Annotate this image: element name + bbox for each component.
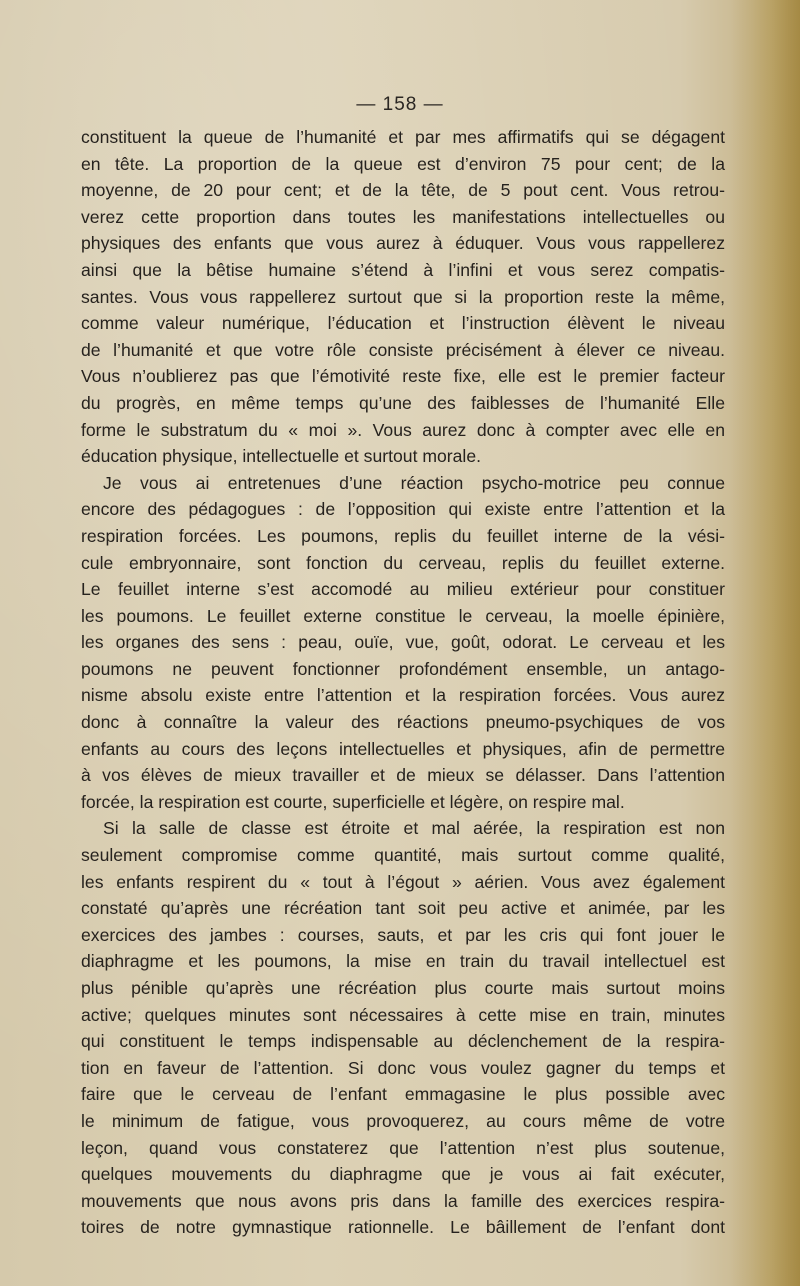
text-line: physiques des enfants que vous aurez à éduquer. Vous vous rappellerez xyxy=(81,233,725,254)
text-line: enfants au cours des leçons intellectuelles et physiques, afin de permettre xyxy=(81,738,725,759)
text-line: en tête. La proportion de la queue est d’environ 75 pour cent; de la xyxy=(81,153,725,174)
text-line: respiration forcées. Les poumons, replis du feuillet interne de la vési- xyxy=(81,525,725,546)
text-line: nisme absolu existe entre l’attention et la respiration forcées. Vous aurez xyxy=(81,685,725,706)
text-line: les organes des sens : peau, ouïe, vue, goût, odorat. Le cerveau et les xyxy=(81,632,725,653)
text-line: plus pénible qu’après une récréation plus courte mais surtout moins xyxy=(81,978,725,998)
text-line: éducation physique, intellectuelle et surtout morale. xyxy=(81,446,482,467)
text-line: mouvements que nous avons pris dans la famille des exercices respira- xyxy=(81,1190,725,1211)
text-line: Je vous ai entretenues d’une réaction psycho-motrice peu connue xyxy=(103,472,725,493)
text-line: tion en faveur de l’attention. Si donc vous voulez gagner du temps et xyxy=(81,1057,725,1078)
text-line: active; quelques minutes sont nécessaires à cette mise en train, minutes xyxy=(81,1004,725,1025)
text-line: santes. Vous vous rappellerez surtout que si la proportion reste la même, xyxy=(81,286,725,307)
text-line: forme le substratum du « moi ». Vous aurez donc à compter avec elle en xyxy=(81,419,725,440)
text-line: cule embryonnaire, sont fonction du cerveau, replis du feuillet externe. xyxy=(81,552,725,573)
text-line: Si la salle de classe est étroite et mal aérée, la respiration est non xyxy=(103,818,725,839)
page-number: — 158 — xyxy=(356,94,444,115)
text-line: quelques mouvements du diaphragme que je vous ai fait exécuter, xyxy=(81,1164,725,1185)
text-line: comme valeur numérique, l’éducation et l’instruction élèvent le niveau xyxy=(81,313,725,334)
text-line: le minimum de fatigue, vous provoquerez, au cours même de votre xyxy=(81,1110,725,1131)
text-line: ainsi que la bêtise humaine s’étend à l’infini et vous serez compatis- xyxy=(81,259,725,280)
text-line: Vous n’oublierez pas que l’émotivité reste fixe, elle est le premier facteur xyxy=(81,366,725,387)
text-line: moyenne, de 20 pour cent; et de la tête, de 5 pout cent. Vous retrou- xyxy=(81,180,725,201)
text-line: poumons ne peuvent fonctionner profondément ensemble, un antago- xyxy=(81,658,725,679)
page-edge-stain xyxy=(730,0,800,1286)
text-line: forcée, la respiration est courte, superficielle et légère, on respire mal. xyxy=(81,791,625,812)
text-line: les poumons. Le feuillet externe constitue le cerveau, la moelle épinière, xyxy=(81,605,725,626)
text-line: encore des pédagogues : de l’opposition qui existe entre l’attention et la xyxy=(81,499,725,520)
text-line: constituent la queue de l’humanité et par mes affirmatifs qui se dégagent xyxy=(81,127,725,147)
text-line: qui constituent le temps indispensable au déclenchement de la respira- xyxy=(81,1031,725,1052)
text-line: toires de notre gymnastique rationnelle. Le bâillement de l’enfant dont xyxy=(81,1217,725,1238)
text-line: constaté qu’après une récréation tant soit peu active et animée, par les xyxy=(81,898,725,919)
body-text xyxy=(81,124,725,1241)
text-line: exercices des jambes : courses, sauts, et par les cris qui font jouer le xyxy=(81,924,725,945)
text-line: verez cette proportion dans toutes les manifestations intellectuelles ou xyxy=(81,206,725,227)
text-line: de l’humanité et que votre rôle consiste précisément à élever ce niveau. xyxy=(81,339,725,360)
text-line: les enfants respirent du « tout à l’égout » aérien. Vous avez également xyxy=(81,871,725,892)
text-line: diaphragme et les poumons, la mise en train du travail intellectuel est xyxy=(81,951,725,972)
text-line: donc à connaître la valeur des réactions pneumo-psychiques de vos xyxy=(81,712,725,733)
text-line: Le feuillet interne s’est accomodé au milieu extérieur pour constituer xyxy=(81,579,725,600)
text-line: seulement compromise comme quantité, mais surtout comme qualité, xyxy=(81,845,725,866)
text-line: à vos élèves de mieux travailler et de mieux se délasser. Dans l’attention xyxy=(81,765,725,786)
text-line: leçon, quand vous constaterez que l’attention n’est plus soutenue, xyxy=(81,1137,725,1158)
text-line: faire que le cerveau de l’enfant emmagasine le plus possible avec xyxy=(81,1084,725,1105)
text-line: du progrès, en même temps qu’une des faiblesses de l’humanité Elle xyxy=(81,392,725,413)
